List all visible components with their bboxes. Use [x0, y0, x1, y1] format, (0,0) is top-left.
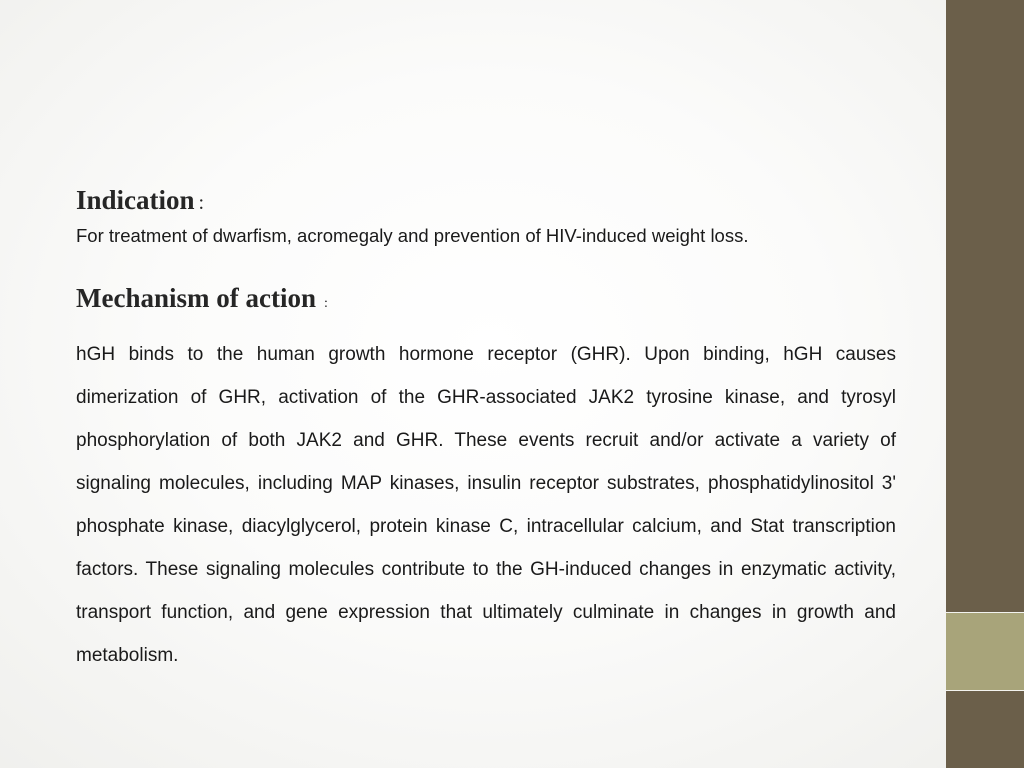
mechanism-heading-label: Mechanism of action — [76, 283, 316, 313]
indication-text: For treatment of dwarfism, acromegaly and prevention of HIV-induced weight loss. — [76, 225, 749, 246]
indication-heading-label: Indication — [76, 185, 195, 215]
mechanism-text: hGH binds to the human growth hormone receptor (GHR). Upon binding, hGH causes dimerization of GHR, activation of the GHR-associated JAK2 tyrosine kinase, and tyrosyl phosphorylation of both JAK2 and GHR. These events recruit and/or activate a variety of signaling molecules, including MAP kinases, insulin receptor substrates, phosphatidylinositol 3' phosphate kinase, diacylglycerol, protein kinase C, intracellular calcium, and Stat transcription factors. These signaling molecules contribute to the GH-induced changes in enzymatic activity, transport function, and gene expression that ultimately culminate in changes in growth and metabolism. — [76, 344, 896, 666]
mechanism-heading — [76, 280, 896, 322]
slide-content — [76, 182, 896, 677]
mechanism-heading-colon: : — [323, 296, 328, 311]
sidebar-band-accent — [946, 613, 1024, 691]
decorative-sidebar — [946, 0, 1024, 768]
indication-heading — [76, 182, 896, 221]
sidebar-band-top — [946, 0, 1024, 613]
indication-heading-colon: : — [198, 192, 205, 214]
sidebar-band-bottom — [946, 691, 1024, 768]
